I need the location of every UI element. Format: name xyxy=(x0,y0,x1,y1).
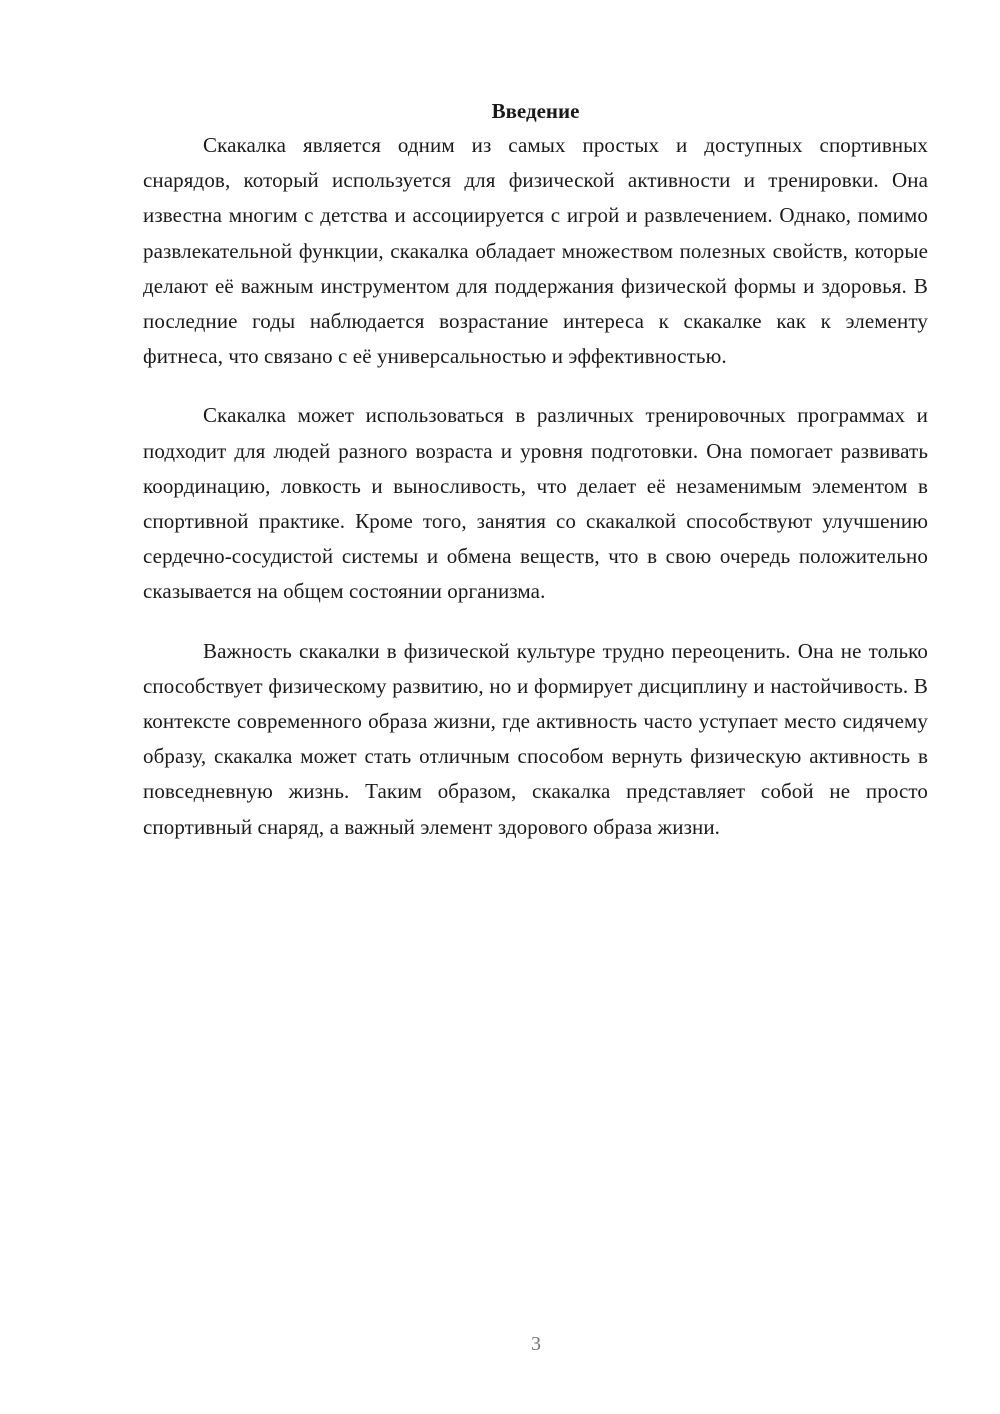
paragraph-2: Скакалка может использоваться в различных тренировочных программах и подходит для людей разного возраста и уровня подготовки. Она помогает развивать координацию, ловкость и выносливость, что делает её незаменимым элементом в спортивной практике. Кроме того, занятия со скакалкой способствуют улучшению сердечно-сосудистой системы и обмена веществ, что в свою очередь положительно сказывается на общем состоянии организма. xyxy=(143,403,928,604)
page-number: 3 xyxy=(531,1333,541,1355)
section-title: Введение xyxy=(491,99,580,123)
paragraph-3: Важность скакалки в физической культуре трудно переоценить. Она не только способствует физическому развитию, но и формирует дисциплину и настойчивость. В контексте современного образа жизни, где активность часто уступает место сидячему образу, скакалка может стать отличным способом вернуть физическую активность в повседневную жизнь. Таким образом, скакалка представляет собой не просто спортивный снаряд, а важный элемент здорового образа жизни. xyxy=(143,638,928,839)
paragraph-1: Скакалка является одним из самых простых и доступных спортивных снарядов, который используется для физической активности и тренировки. Она известна многим с детства и ассоциируется с игрой и развлечением. Однако, помимо развлекательной функции, скакалка обладает множеством полезных свойств, которые делают её важным инструментом для поддержания физической формы и здоровья. В последние годы наблюдается возрастание интереса к скакалке как к элементу фитнеса, что связано с её универсальностью и эффективностью. xyxy=(143,133,928,369)
page-content xyxy=(143,96,928,869)
